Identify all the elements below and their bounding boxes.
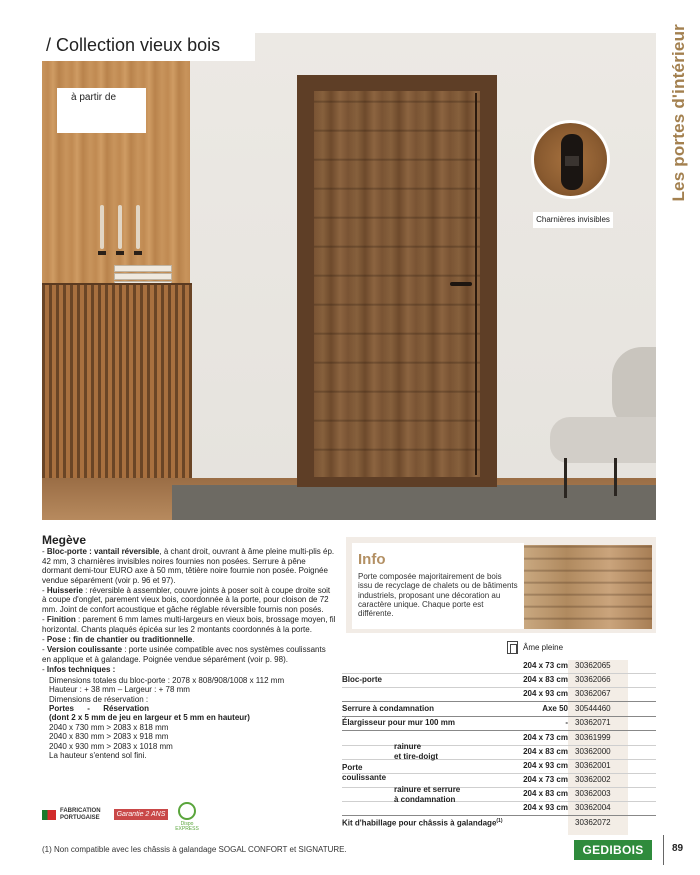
table-row: 204 x 73 cm 30362002	[342, 774, 656, 788]
wall-hook	[136, 205, 140, 249]
door-gap	[475, 93, 477, 475]
reservation-header: Portes - Réservation	[49, 703, 150, 713]
product-description	[42, 533, 336, 760]
tech-info: - Infos techniques :	[42, 665, 116, 675]
table-row: 204 x 83 cm 30362003	[342, 788, 656, 802]
product-name: Megève	[42, 533, 87, 547]
reservation-note: (dont 2 x 5 mm de jeu en largeur et 5 mm en hauteur)	[49, 713, 250, 723]
reservation-line: La hauteur s'entend sol fini.	[49, 750, 147, 760]
desc-item: - Finition : parement 6 mm lames multi-largeurs en vieux bois, brossage moyen, fil horizontal. Chants plaqués épicéa sur les 2 montants coordonnés à la porte.	[42, 615, 336, 634]
table-row: 204 x 93 cm 30362001	[342, 760, 656, 774]
tech-line: Dimensions totales du bloc-porte : 2078 x 808/908/1008 x 112 mm	[49, 675, 285, 685]
price-tag-text: à partir de	[71, 92, 117, 103]
chair-leg	[614, 458, 617, 496]
info-title: Info	[358, 551, 386, 568]
info-text: Porte composée majoritairement de bois issu de recyclage de chalets ou de bâtiments industriels, proposant une décoration au caractère unique. Chaque porte est différente.	[358, 572, 518, 619]
table-row: Serrure à condamnation Axe 50 30544460	[342, 703, 656, 717]
page-separator	[663, 835, 664, 865]
desc-item: - Pose : fin de chantier ou traditionnelle.	[42, 635, 195, 645]
table-row: Élargisseur pour mur 100 mm - 30362071	[342, 717, 656, 731]
reservation-line: 2040 x 730 mm > 2083 x 818 mm	[49, 722, 169, 732]
rainure-serrure-label: rainure et serrure à condamnation	[394, 785, 461, 804]
brand-logo: GEDIBOIS	[574, 840, 652, 860]
wood-sample-image	[524, 545, 652, 629]
door-handle	[450, 282, 472, 286]
garantie-badge: Garantie 2 ANS	[114, 809, 168, 820]
page-number: 89	[672, 843, 684, 854]
table-row: 204 x 83 cm 30362000	[342, 746, 656, 760]
reference-table	[342, 639, 656, 834]
desc-item: - Bloc-porte : vantail réversible, à chant droit, ouvrant à âme pleine multi-plis ép. 42 mm, 3 charnières invisibles noires fournies non posées. Serrure à pêne dormant demi-tour EURO axe à 50 mm, têtière noire fournie non posée. Poignée vendue séparément (voir p. 96 et 97).	[42, 547, 335, 585]
express-label: Dispo EXPRESS	[175, 821, 199, 832]
rug	[172, 485, 656, 520]
wall-hook	[118, 205, 122, 249]
tech-line: Hauteur : + 38 mm – Largeur : + 78 mm	[49, 685, 190, 695]
table-row: 204 x 73 cm 30361999	[342, 732, 656, 746]
hinge-inset-image	[531, 120, 610, 199]
wall-hook	[100, 205, 104, 249]
table-row: 204 x 93 cm 30362067	[342, 688, 656, 702]
column-header: Âme pleine	[523, 643, 564, 652]
page-title: / Collection vieux bois	[46, 35, 221, 55]
desc-item: - Version coulissante : porte usinée compatible avec nos systèmes coulissants en applique et à galandage. Poignée vendue séparément (voir p. 98).	[42, 645, 326, 664]
tech-line: Dimensions de réservation :	[49, 694, 149, 704]
side-section-label: Les portes d'intérieur	[669, 24, 688, 202]
chair-leg	[564, 458, 567, 498]
desc-item: - Huisserie : réversible à assembler, couvre joints à poser soit à coupe droite soit à coupe d'onglet, parement vieux bois, coordonnée à la porte, pour cloison de 72 mm. Joint de confort acoustique et gâche réglable réversible fournis non posés.	[42, 586, 331, 614]
table-row: Kit d'habillage pour châssis à galandage$^{(1)}$ 30362072	[342, 818, 611, 828]
rainure-tire-label: rainure et tire-doigt	[394, 742, 438, 761]
portugal-flag-icon	[42, 810, 56, 820]
porte-coulissante-label: Porte coulissante	[342, 763, 387, 782]
sideboard	[42, 285, 192, 478]
reservation-line: 2040 x 930 mm > 2083 x 1018 mm	[49, 741, 173, 751]
footnote: (1) Non compatible avec les châssis à galandage SOGAL CONFORT et SIGNATURE.	[42, 845, 347, 854]
hinge-caption: Charnières invisibles	[533, 212, 613, 228]
table-row: Bloc-porte 204 x 83 cm 30362066	[342, 674, 656, 688]
price-tag	[57, 88, 146, 133]
chair-seat	[550, 417, 656, 463]
reservation-line: 2040 x 830 mm > 2083 x 918 mm	[49, 732, 169, 742]
fabrication-label: FABRICATION PORTUGAISE	[60, 808, 101, 821]
table-row: 204 x 93 cm 30362004	[342, 802, 656, 816]
table-row: 204 x 73 cm 30362065	[342, 660, 656, 674]
logos	[42, 806, 202, 836]
express-truck-icon	[178, 802, 196, 820]
door-icon	[507, 641, 518, 654]
